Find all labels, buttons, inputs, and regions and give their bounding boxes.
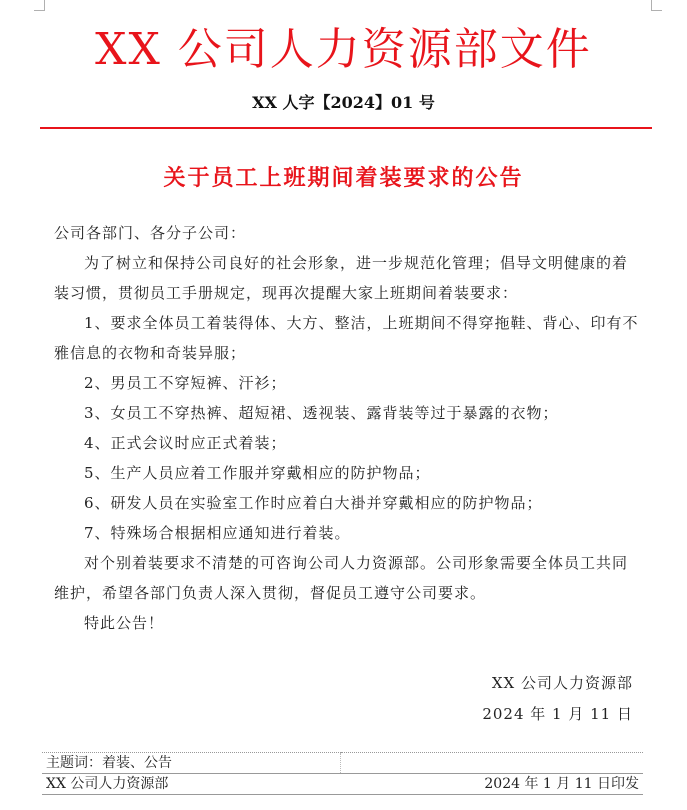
signature-org: XX 公司人力资源部 [491,674,633,692]
footer-info-table [42,752,643,795]
requirement-item: 3、女员工不穿热裤、超短裙、透视装、露背装等过于暴露的衣物； [84,404,559,422]
footer-issue-date: 2024 年 1 月 11 日印发 [341,774,644,795]
end-statement: 特此公告！ [84,614,165,632]
requirement-item: 5、生产人员应着工作服并穿戴相应的防护物品； [84,464,431,482]
requirement-item: 6、研发人员在实验室工作时应着白大褂并穿戴相应的防护物品； [84,494,543,512]
intro-paragraph: 为了树立和保持公司良好的社会形象，进一步规范化管理；倡导文明健康的着装习惯，贯彻员工手册规定，现再次提醒大家上班期间着装要求： [54,254,629,302]
document-number: XX 人字【2024】01 号 [252,93,435,112]
footer-keywords: 主题词：着装、公告 [42,753,341,774]
closing-paragraph: 对个别着装要求不清楚的可咨询公司人力资源部。公司形象需要全体员工共同维护，希望各部门负责人深入贯彻，督促员工遵守公司要求。 [54,554,629,602]
footer-empty-cell [341,753,644,774]
requirement-item: 1、要求全体员工着装得体、大方、整洁，上班期间不得穿拖鞋、背心、印有不雅信息的衣物和奇装异服； [54,314,639,362]
notice-body [54,218,639,638]
signature-date: 2024 年 1 月 11 日 [482,705,633,723]
footer-issuer: XX 公司人力资源部 [42,774,341,795]
footer-keywords-row [42,753,643,774]
page-corner-mark-right [651,0,662,11]
requirement-item: 2、男员工不穿短裤、汗衫； [84,374,287,392]
document-org-title: XX 公司人力资源部文件 [95,24,592,75]
requirement-item: 7、特殊场合根据相应通知进行着装。 [84,524,351,542]
red-divider-line [40,127,652,129]
requirement-item: 4、正式会议时应正式着装； [84,434,287,452]
footer-issue-row [42,774,643,795]
salutation: 公司各部门、各分子公司： [54,224,247,242]
notice-title: 关于员工上班期间着装要求的公告 [163,165,524,191]
page-corner-mark-left [34,0,45,11]
